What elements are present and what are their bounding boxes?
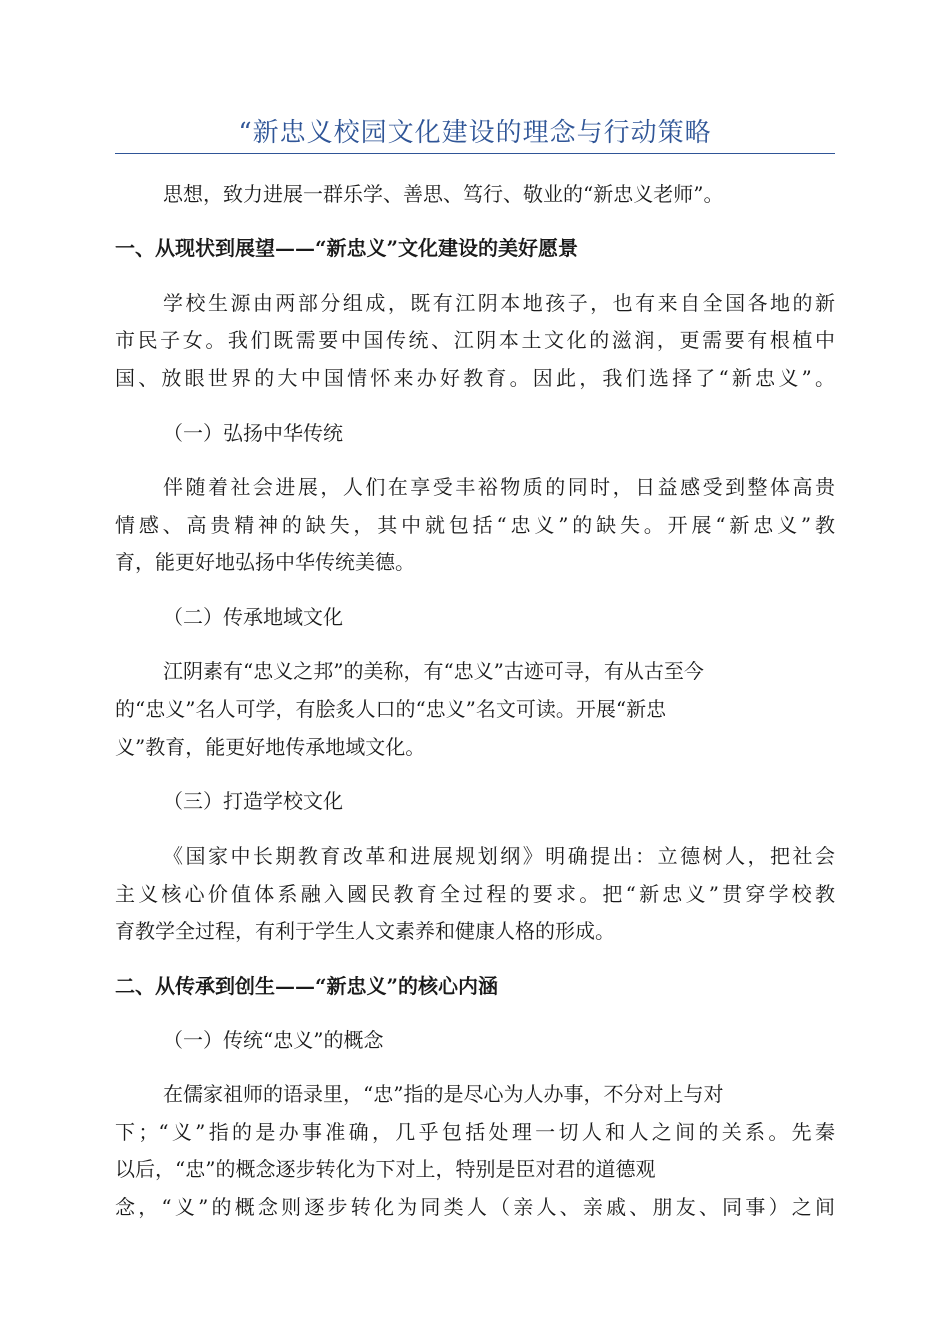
paragraph-line: 伴随着社会进展，人们在享受丰裕物质的同时，日益感受到整体高贵 [163,475,835,499]
subsection-heading: （一）弘扬中华传统 [163,421,343,445]
paragraph-line: 以后，“忠”的概念逐步转化为下对上，特别是臣对君的道德观 [115,1157,656,1181]
section-heading: 二、从传承到创生——“新忠义”的核心内涵 [115,974,499,998]
paragraph-line: 育教学全过程，有利于学生人文素养和健康人格的形成。 [115,919,615,943]
section-heading: 一、从现状到展望——“新忠义”文化建设的美好愿景 [115,236,579,260]
subsection-heading: （二）传承地域文化 [163,605,343,629]
paragraph-line: 情感、高贵精神的缺失，其中就包括“忠义”的缺失。开展“新忠义”教 [115,513,835,537]
subsection-heading: （三）打造学校文化 [163,789,343,813]
paragraph-line: 市民子女。我们既需要中国传统、江阴本土文化的滋润，更需要有根植中 [115,328,835,352]
paragraph-line: 思想，致力进展一群乐学、善思、笃行、敬业的“新忠义老师”。 [163,182,724,206]
paragraph-line: 主义核心价值体系融入國民教育全过程的要求。把“新忠义”贯穿学校教 [115,882,835,906]
paragraph-line: 育，能更好地弘扬中华传统美德。 [115,550,415,574]
paragraph-line: 国、放眼世界的大中国情怀来办好教育。因此，我们选择了“新忠义”。 [115,366,835,390]
paragraph-line: 江阴素有“忠义之邦”的美称，有“忠义”古迹可寻，有从古至今 [163,659,704,683]
paragraph-line: 《国家中长期教育改革和进展规划纲》明确提出：立德树人，把社会 [163,844,835,868]
paragraph-line: 义”教育，能更好地传承地域文化。 [115,735,426,759]
paragraph-line: 在儒家祖师的语录里，“忠”指的是尽心为人办事，不分对上与对 [163,1082,724,1106]
paragraph-line: 学校生源由两部分组成，既有江阴本地孩子，也有来自全国各地的新 [163,291,835,315]
header-divider [115,153,835,154]
page-header-title: “新忠义校园文化建设的理念与行动策略 [238,118,712,148]
paragraph-line: 的“忠义”名人可学，有脍炙人口的“忠义”名文可读。开展“新忠 [115,697,667,721]
paragraph-line: 下；“义”指的是办事准确，几乎包括处理一切人和人之间的关系。先秦 [115,1120,835,1144]
subsection-heading: （一）传统“忠义”的概念 [163,1028,384,1052]
paragraph-line: 念，“义”的概念则逐步转化为同类人（亲人、亲戚、朋友、同事）之间 [115,1195,835,1219]
